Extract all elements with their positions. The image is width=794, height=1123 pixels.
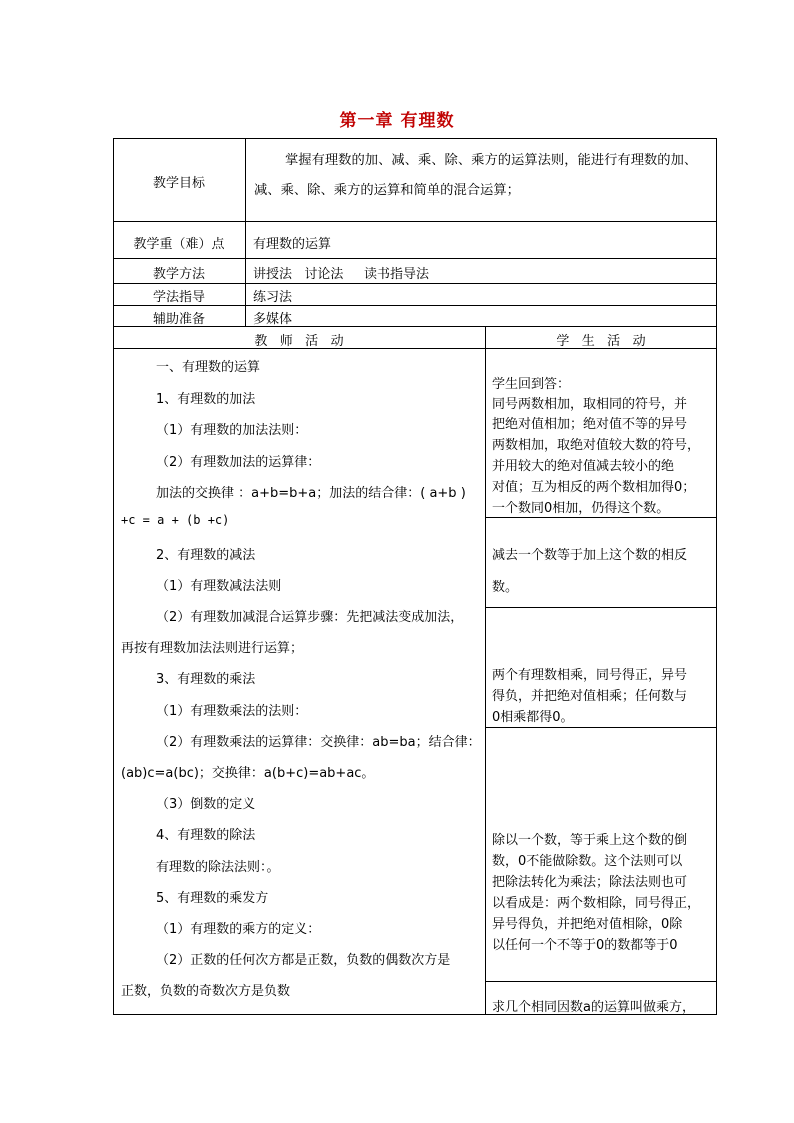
student-line: 一个数同0相加，仍得这个数。 xyxy=(492,501,670,516)
student-line: 减去一个数等于加上这个数的相反 xyxy=(492,548,688,563)
teacher-line: 1、有理数的加法 xyxy=(156,392,256,407)
student-line: 把绝对值相加；绝对值不等的异号 xyxy=(492,417,688,432)
student-line: 异号得负，并把绝对值相除，0除 xyxy=(492,917,683,932)
aux-value: 多媒体 xyxy=(253,312,293,327)
student-line: 以任何一个不等于0的数都等于0 xyxy=(492,938,678,953)
teacher-column-header: 教 师 活 动 xyxy=(254,334,344,349)
student-line: 同号两数相加，取相同的符号，并 xyxy=(492,397,688,412)
student-cell-divider xyxy=(485,981,717,982)
method-label: 教学方法 xyxy=(152,267,205,282)
activity-column-divider xyxy=(485,326,486,1015)
student-cell-divider xyxy=(485,607,717,608)
student-line: 数。 xyxy=(492,580,519,595)
study-value: 练习法 xyxy=(253,290,293,305)
student-column-header: 学 生 活 动 xyxy=(556,334,646,349)
row-divider xyxy=(113,221,717,222)
student-cell-divider xyxy=(485,517,717,518)
goal-line-2: 减、乘、除、乘方的运算和简单的混合运算； xyxy=(254,183,520,198)
teacher-line: +c = a + (b +c) xyxy=(121,513,230,527)
student-cell-divider xyxy=(485,727,717,728)
goal-label: 教学目标 xyxy=(152,176,205,191)
teacher-line: （1）有理数的乘方的定义： xyxy=(156,922,321,937)
student-line: 数，0不能做除数。这个法则可以 xyxy=(492,854,683,869)
teacher-line: （3）倒数的定义 xyxy=(156,797,256,812)
student-line: 两个有理数相乘，同号得正，异号 xyxy=(492,668,688,683)
study-label: 学法指导 xyxy=(152,290,205,305)
teacher-line: 5、有理数的乘发方 xyxy=(156,891,269,906)
row-divider xyxy=(113,305,717,306)
teacher-line: 加法的交换律 ：a+b=b+a；加法的结合律：( a+b ) xyxy=(156,486,466,501)
teacher-line: （1）有理数的加法法则： xyxy=(156,423,308,438)
teacher-line: 再按有理数加法法则进行运算； xyxy=(121,641,304,656)
student-line: 两数相加，取绝对值较大数的符号， xyxy=(492,438,701,453)
student-line: 0相乘都得0。 xyxy=(492,710,574,725)
header-column-divider xyxy=(245,138,246,326)
student-line: 并用较大的绝对值减去较小的绝 xyxy=(492,459,675,474)
student-line: 对值；互为相反的两个数相加得0； xyxy=(492,480,696,495)
teacher-line: 3、有理数的乘法 xyxy=(156,672,256,687)
teacher-line: 4、有理数的除法 xyxy=(156,828,256,843)
teacher-line: （1）有理数减法法则 xyxy=(156,579,282,594)
row-divider xyxy=(113,258,717,259)
row-divider xyxy=(113,283,717,284)
student-line: 把除法转化为乘法；除法法则也可 xyxy=(492,875,688,890)
student-line: 学生回到答： xyxy=(492,377,571,392)
student-line: 以看成是：两个数相除，同号得正， xyxy=(492,896,701,911)
method-value: 讲授法 讨论法 读书指导法 xyxy=(253,267,430,282)
teacher-line: （2）有理数乘法的运算律：交换律：ab=ba；结合律： xyxy=(156,735,481,750)
teacher-line: (ab)c=a(bc)；交换律：a(b+c)=ab+ac。 xyxy=(121,766,375,781)
page-title: 第一章 有理数 xyxy=(339,111,455,131)
teacher-line: （2）有理数加法的运算律： xyxy=(156,455,321,470)
student-line: 得负，并把绝对值相乘；任何数与 xyxy=(492,689,688,704)
teacher-line: 2、有理数的减法 xyxy=(156,548,256,563)
teacher-line: （2）有理数加减混合运算步骤：先把减法变成加法， xyxy=(156,610,464,625)
goal-line-1: 掌握有理数的加、减、乘、除、乘方的运算法则，能进行有理数的加、 xyxy=(285,153,698,168)
teacher-line: 一、有理数的运算 xyxy=(156,360,261,375)
teacher-line: （2）正数的任何次方都是正数，负数的偶数次方是 xyxy=(156,953,451,968)
key-label: 教学重（难）点 xyxy=(133,237,225,252)
teacher-line: 有理数的除法法则：。 xyxy=(156,860,280,875)
student-line: 求几个相同因数a的运算叫做乘方， xyxy=(492,1000,695,1015)
teacher-line: （1）有理数乘法的法则： xyxy=(156,704,308,719)
aux-label: 辅助准备 xyxy=(152,312,205,327)
student-line: 除以一个数，等于乘上这个数的倒 xyxy=(492,833,688,848)
key-value: 有理数的运算 xyxy=(253,237,332,252)
teacher-line: 正数，负数的奇数次方是负数 xyxy=(121,984,291,999)
